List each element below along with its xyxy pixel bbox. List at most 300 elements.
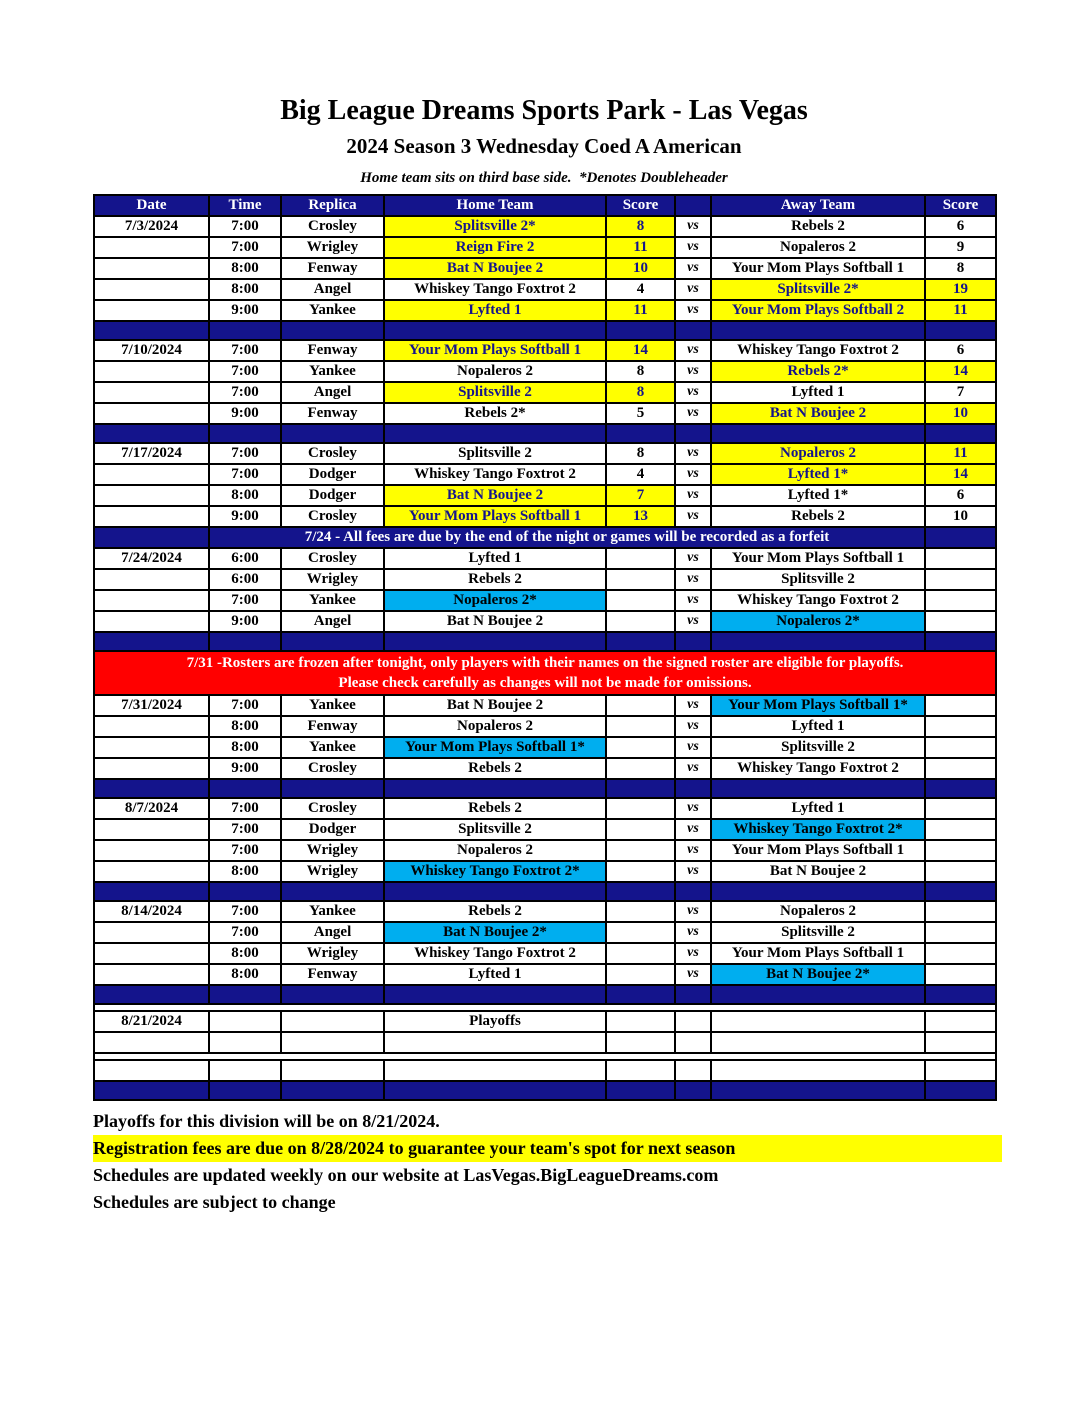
separator-cell	[711, 882, 925, 901]
time-cell: 7:00	[209, 922, 281, 943]
footer-notes	[93, 1108, 995, 1216]
time-cell: 8:00	[209, 485, 281, 506]
separator-row	[94, 882, 996, 901]
home-team-cell: Splitsville 2	[384, 443, 606, 464]
home-score-cell	[606, 758, 675, 779]
replica-cell: Yankee	[281, 901, 384, 922]
away-score-cell	[925, 716, 996, 737]
footer-website-note: Schedules are updated weekly on our website at LasVegas.BigLeagueDreams.com	[93, 1164, 719, 1185]
game-row	[94, 1011, 996, 1032]
date-cell	[94, 611, 209, 632]
separator-row	[94, 1081, 996, 1100]
replica-cell: Dodger	[281, 819, 384, 840]
replica-cell: Yankee	[281, 590, 384, 611]
vs-cell: vs	[675, 237, 711, 258]
game-row	[94, 569, 996, 590]
time-cell	[209, 1060, 281, 1081]
game-row	[94, 237, 996, 258]
time-cell: 7:00	[209, 840, 281, 861]
home-team-cell: Nopaleros 2	[384, 361, 606, 382]
away-team-cell: Nopaleros 2	[711, 901, 925, 922]
vs-cell: vs	[675, 943, 711, 964]
separator-cell	[209, 632, 281, 651]
home-team-cell: Nopaleros 2*	[384, 590, 606, 611]
game-row	[94, 737, 996, 758]
banner-edge-cell	[94, 527, 209, 548]
away-team-cell: Your Mom Plays Softball 1	[711, 840, 925, 861]
time-cell	[209, 1011, 281, 1032]
home-team-cell: Rebels 2*	[384, 403, 606, 424]
separator-cell	[209, 985, 281, 1004]
home-score-cell: 8	[606, 443, 675, 464]
away-team-cell: Your Mom Plays Softball 1	[711, 258, 925, 279]
table-header-row	[94, 195, 996, 216]
date-cell	[94, 361, 209, 382]
home-team-cell: Lyfted 1	[384, 964, 606, 985]
home-score-cell: 4	[606, 279, 675, 300]
home-team-cell: Nopaleros 2	[384, 840, 606, 861]
away-team-cell: Lyfted 1	[711, 798, 925, 819]
time-cell: 9:00	[209, 506, 281, 527]
away-score-cell	[925, 964, 996, 985]
time-cell: 7:00	[209, 340, 281, 361]
separator-cell	[281, 779, 384, 798]
home-score-cell	[606, 901, 675, 922]
separator-cell	[711, 632, 925, 651]
time-cell: 8:00	[209, 861, 281, 882]
vs-cell: vs	[675, 485, 711, 506]
separator-cell	[94, 882, 209, 901]
home-team-cell	[384, 1060, 606, 1081]
game-row	[94, 695, 996, 716]
date-cell	[94, 258, 209, 279]
home-team-cell: Bat N Boujee 2	[384, 611, 606, 632]
date-cell	[94, 403, 209, 424]
separator-cell	[384, 321, 606, 340]
game-row	[94, 840, 996, 861]
vs-cell: vs	[675, 798, 711, 819]
home-score-cell	[606, 922, 675, 943]
vs-cell: vs	[675, 716, 711, 737]
replica-cell: Dodger	[281, 485, 384, 506]
away-score-cell	[925, 611, 996, 632]
separator-cell	[925, 632, 996, 651]
home-team-cell: Whiskey Tango Foxtrot 2	[384, 943, 606, 964]
vs-cell: vs	[675, 569, 711, 590]
home-team-cell: Rebels 2	[384, 798, 606, 819]
away-team-cell: Your Mom Plays Softball 1*	[711, 695, 925, 716]
separator-row	[94, 779, 996, 798]
separator-cell	[711, 1081, 925, 1100]
vs-cell: vs	[675, 695, 711, 716]
vs-cell: vs	[675, 611, 711, 632]
replica-cell: Crosley	[281, 548, 384, 569]
time-cell: 8:00	[209, 737, 281, 758]
game-row	[94, 403, 996, 424]
col-header-date: Date	[94, 195, 209, 216]
separator-cell	[606, 424, 675, 443]
game-row	[94, 340, 996, 361]
separator-cell	[711, 985, 925, 1004]
away-score-cell	[925, 548, 996, 569]
separator-row	[94, 321, 996, 340]
separator-cell	[384, 632, 606, 651]
roster-notice-cell	[94, 651, 996, 695]
home-score-cell	[606, 1011, 675, 1032]
home-team-cell	[384, 1032, 606, 1053]
away-team-cell: Whiskey Tango Foxtrot 2*	[711, 819, 925, 840]
replica-cell: Wrigley	[281, 861, 384, 882]
separator-cell	[384, 779, 606, 798]
date-cell	[94, 300, 209, 321]
home-score-cell: 11	[606, 237, 675, 258]
separator-row	[94, 424, 996, 443]
page-title: Big League Dreams Sports Park - Las Vegas	[280, 95, 808, 126]
separator-cell	[94, 424, 209, 443]
roster-notice-line: Please check carefully as changes will not be made for omissions.	[338, 674, 752, 691]
home-team-cell: Reign Fire 2	[384, 237, 606, 258]
footer-subject-to-change-note: Schedules are subject to change	[93, 1191, 336, 1212]
away-team-cell: Lyfted 1*	[711, 485, 925, 506]
separator-cell	[925, 424, 996, 443]
vs-cell: vs	[675, 964, 711, 985]
game-row	[94, 901, 996, 922]
away-team-cell: Whiskey Tango Foxtrot 2	[711, 340, 925, 361]
separator-cell	[94, 985, 209, 1004]
time-cell	[209, 1032, 281, 1053]
home-score-cell	[606, 1032, 675, 1053]
fees-banner-text: 7/24 - All fees are due by the end of the night or games will be recorded as a forfeit	[209, 527, 925, 548]
replica-cell: Fenway	[281, 403, 384, 424]
away-team-cell: Bat N Boujee 2*	[711, 964, 925, 985]
vs-cell: vs	[675, 300, 711, 321]
separator-cell	[606, 985, 675, 1004]
time-cell: 8:00	[209, 943, 281, 964]
separator-cell	[281, 1081, 384, 1100]
date-cell	[94, 840, 209, 861]
away-team-cell: Nopaleros 2	[711, 237, 925, 258]
vs-cell: vs	[675, 590, 711, 611]
home-score-cell: 10	[606, 258, 675, 279]
away-score-cell: 6	[925, 485, 996, 506]
home-score-cell	[606, 964, 675, 985]
replica-cell: Crosley	[281, 216, 384, 237]
spacer-cell	[94, 1004, 996, 1011]
away-team-cell	[711, 1011, 925, 1032]
date-cell	[94, 279, 209, 300]
date-cell	[94, 506, 209, 527]
away-team-cell: Splitsville 2	[711, 922, 925, 943]
time-cell: 7:00	[209, 590, 281, 611]
replica-cell	[281, 1060, 384, 1081]
time-cell: 7:00	[209, 443, 281, 464]
date-cell	[94, 464, 209, 485]
home-team-cell: Playoffs	[384, 1011, 606, 1032]
fees-banner-row	[94, 527, 996, 548]
time-cell: 6:00	[209, 548, 281, 569]
home-team-cell: Whiskey Tango Foxtrot 2	[384, 279, 606, 300]
home-score-cell: 8	[606, 361, 675, 382]
game-row	[94, 361, 996, 382]
date-cell	[94, 737, 209, 758]
replica-cell: Wrigley	[281, 237, 384, 258]
replica-cell: Yankee	[281, 737, 384, 758]
time-cell: 6:00	[209, 569, 281, 590]
separator-cell	[384, 882, 606, 901]
replica-cell: Crosley	[281, 798, 384, 819]
away-score-cell: 7	[925, 382, 996, 403]
away-score-cell	[925, 798, 996, 819]
col-header-vs	[675, 195, 711, 216]
home-team-note: Home team sits on third base side. *Denotes Doubleheader	[360, 169, 728, 186]
away-team-cell: Bat N Boujee 2	[711, 403, 925, 424]
roster-notice-row	[94, 651, 996, 695]
game-row	[94, 506, 996, 527]
separator-cell	[281, 321, 384, 340]
date-cell	[94, 382, 209, 403]
home-team-cell: Your Mom Plays Softball 1	[384, 340, 606, 361]
time-cell: 7:00	[209, 237, 281, 258]
game-row	[94, 590, 996, 611]
separator-cell	[94, 1081, 209, 1100]
separator-cell	[925, 779, 996, 798]
home-score-cell	[606, 819, 675, 840]
home-team-cell: Rebels 2	[384, 569, 606, 590]
separator-cell	[711, 424, 925, 443]
replica-cell: Angel	[281, 922, 384, 943]
time-cell: 8:00	[209, 716, 281, 737]
home-score-cell	[606, 943, 675, 964]
game-row	[94, 964, 996, 985]
away-team-cell: Rebels 2	[711, 506, 925, 527]
home-team-cell: Bat N Boujee 2	[384, 695, 606, 716]
home-score-cell: 14	[606, 340, 675, 361]
away-score-cell: 19	[925, 279, 996, 300]
vs-cell: vs	[675, 340, 711, 361]
game-row	[94, 300, 996, 321]
date-cell	[94, 716, 209, 737]
separator-cell	[281, 632, 384, 651]
footer-playoffs-note: Playoffs for this division will be on 8/21/2024.	[93, 1110, 440, 1131]
date-cell	[94, 819, 209, 840]
spacer-row	[94, 1004, 996, 1011]
vs-cell: vs	[675, 464, 711, 485]
vs-cell: vs	[675, 737, 711, 758]
separator-cell	[675, 424, 711, 443]
replica-cell: Angel	[281, 279, 384, 300]
col-header-home-score: Score	[606, 195, 675, 216]
date-cell: 7/10/2024	[94, 340, 209, 361]
away-score-cell	[925, 1060, 996, 1081]
game-row	[94, 798, 996, 819]
replica-cell: Crosley	[281, 443, 384, 464]
away-team-cell: Whiskey Tango Foxtrot 2	[711, 590, 925, 611]
col-header-home-team: Home Team	[384, 195, 606, 216]
away-score-cell	[925, 819, 996, 840]
vs-cell: vs	[675, 506, 711, 527]
away-team-cell: Your Mom Plays Softball 1	[711, 548, 925, 569]
away-score-cell: 14	[925, 361, 996, 382]
time-cell: 8:00	[209, 258, 281, 279]
game-row	[94, 216, 996, 237]
home-score-cell: 4	[606, 464, 675, 485]
replica-cell: Yankee	[281, 695, 384, 716]
replica-cell: Fenway	[281, 340, 384, 361]
home-team-cell: Bat N Boujee 2	[384, 258, 606, 279]
separator-cell	[606, 779, 675, 798]
away-team-cell: Splitsville 2	[711, 569, 925, 590]
away-score-cell	[925, 1011, 996, 1032]
separator-cell	[281, 882, 384, 901]
vs-cell: vs	[675, 861, 711, 882]
game-row	[94, 861, 996, 882]
date-cell	[94, 569, 209, 590]
away-score-cell: 8	[925, 258, 996, 279]
home-team-cell: Lyfted 1	[384, 300, 606, 321]
home-team-cell: Lyfted 1	[384, 548, 606, 569]
separator-cell	[384, 985, 606, 1004]
separator-cell	[209, 882, 281, 901]
home-team-cell: Your Mom Plays Softball 1	[384, 506, 606, 527]
away-team-cell: Bat N Boujee 2	[711, 861, 925, 882]
time-cell: 9:00	[209, 300, 281, 321]
away-team-cell: Rebels 2	[711, 216, 925, 237]
separator-cell	[925, 321, 996, 340]
vs-cell: vs	[675, 382, 711, 403]
vs-cell: vs	[675, 840, 711, 861]
home-team-cell: Whiskey Tango Foxtrot 2*	[384, 861, 606, 882]
time-cell: 7:00	[209, 361, 281, 382]
replica-cell: Wrigley	[281, 943, 384, 964]
vs-cell: vs	[675, 216, 711, 237]
separator-cell	[675, 1081, 711, 1100]
time-cell: 7:00	[209, 382, 281, 403]
vs-cell: vs	[675, 361, 711, 382]
away-score-cell: 9	[925, 237, 996, 258]
vs-cell: vs	[675, 279, 711, 300]
game-row	[94, 1032, 996, 1053]
vs-cell: vs	[675, 443, 711, 464]
separator-cell	[606, 632, 675, 651]
page-subtitle: 2024 Season 3 Wednesday Coed A American	[346, 133, 742, 158]
replica-cell: Crosley	[281, 758, 384, 779]
replica-cell: Yankee	[281, 300, 384, 321]
time-cell: 8:00	[209, 279, 281, 300]
game-row	[94, 548, 996, 569]
game-row	[94, 922, 996, 943]
separator-cell	[711, 779, 925, 798]
home-team-cell: Rebels 2	[384, 901, 606, 922]
home-score-cell	[606, 840, 675, 861]
time-cell: 9:00	[209, 611, 281, 632]
time-cell: 7:00	[209, 901, 281, 922]
separator-cell	[281, 985, 384, 1004]
separator-cell	[94, 321, 209, 340]
date-cell	[94, 485, 209, 506]
date-cell	[94, 237, 209, 258]
home-score-cell: 13	[606, 506, 675, 527]
separator-cell	[281, 424, 384, 443]
col-header-time: Time	[209, 195, 281, 216]
home-team-cell: Bat N Boujee 2	[384, 485, 606, 506]
separator-cell	[94, 779, 209, 798]
replica-cell: Wrigley	[281, 569, 384, 590]
home-team-cell: Nopaleros 2	[384, 716, 606, 737]
home-score-cell	[606, 1060, 675, 1081]
away-score-cell	[925, 922, 996, 943]
home-score-cell	[606, 798, 675, 819]
date-cell: 8/21/2024	[94, 1011, 209, 1032]
replica-cell: Wrigley	[281, 840, 384, 861]
home-score-cell	[606, 590, 675, 611]
separator-cell	[675, 985, 711, 1004]
vs-cell	[675, 1060, 711, 1081]
home-score-cell	[606, 737, 675, 758]
col-header-replica: Replica	[281, 195, 384, 216]
away-score-cell: 10	[925, 506, 996, 527]
separator-cell	[925, 1081, 996, 1100]
away-score-cell	[925, 1032, 996, 1053]
home-score-cell	[606, 695, 675, 716]
away-score-cell	[925, 758, 996, 779]
away-score-cell: 10	[925, 403, 996, 424]
replica-cell	[281, 1011, 384, 1032]
roster-notice-line: 7/31 -Rosters are frozen after tonight, only players with their names on the signed roster are eligible for playoffs.	[186, 654, 904, 671]
home-score-cell: 5	[606, 403, 675, 424]
separator-cell	[675, 321, 711, 340]
time-cell: 7:00	[209, 464, 281, 485]
home-score-cell	[606, 569, 675, 590]
separator-cell	[606, 321, 675, 340]
game-row	[94, 443, 996, 464]
away-score-cell	[925, 569, 996, 590]
home-team-cell: Splitsville 2	[384, 819, 606, 840]
date-cell: 7/17/2024	[94, 443, 209, 464]
home-score-cell	[606, 611, 675, 632]
replica-cell: Dodger	[281, 464, 384, 485]
away-score-cell	[925, 840, 996, 861]
separator-cell	[606, 1081, 675, 1100]
away-team-cell	[711, 1060, 925, 1081]
col-header-away-team: Away Team	[711, 195, 925, 216]
game-row	[94, 258, 996, 279]
game-row	[94, 279, 996, 300]
date-cell: 7/24/2024	[94, 548, 209, 569]
footer-registration-note: Registration fees are due on 8/28/2024 to guarantee your team's spot for next season	[93, 1135, 1002, 1162]
date-cell	[94, 861, 209, 882]
vs-cell: vs	[675, 901, 711, 922]
date-cell: 8/7/2024	[94, 798, 209, 819]
replica-cell: Fenway	[281, 716, 384, 737]
banner-edge-cell	[925, 527, 996, 548]
game-row	[94, 1060, 996, 1081]
away-score-cell	[925, 737, 996, 758]
spacer-row	[94, 1053, 996, 1060]
game-row	[94, 382, 996, 403]
home-team-cell: Splitsville 2*	[384, 216, 606, 237]
away-team-cell: Nopaleros 2*	[711, 611, 925, 632]
away-team-cell	[711, 1032, 925, 1053]
separator-cell	[675, 779, 711, 798]
vs-cell: vs	[675, 922, 711, 943]
home-team-cell: Rebels 2	[384, 758, 606, 779]
vs-cell	[675, 1011, 711, 1032]
date-cell	[94, 758, 209, 779]
separator-cell	[209, 1081, 281, 1100]
away-score-cell	[925, 901, 996, 922]
time-cell: 8:00	[209, 964, 281, 985]
home-team-cell: Splitsville 2	[384, 382, 606, 403]
